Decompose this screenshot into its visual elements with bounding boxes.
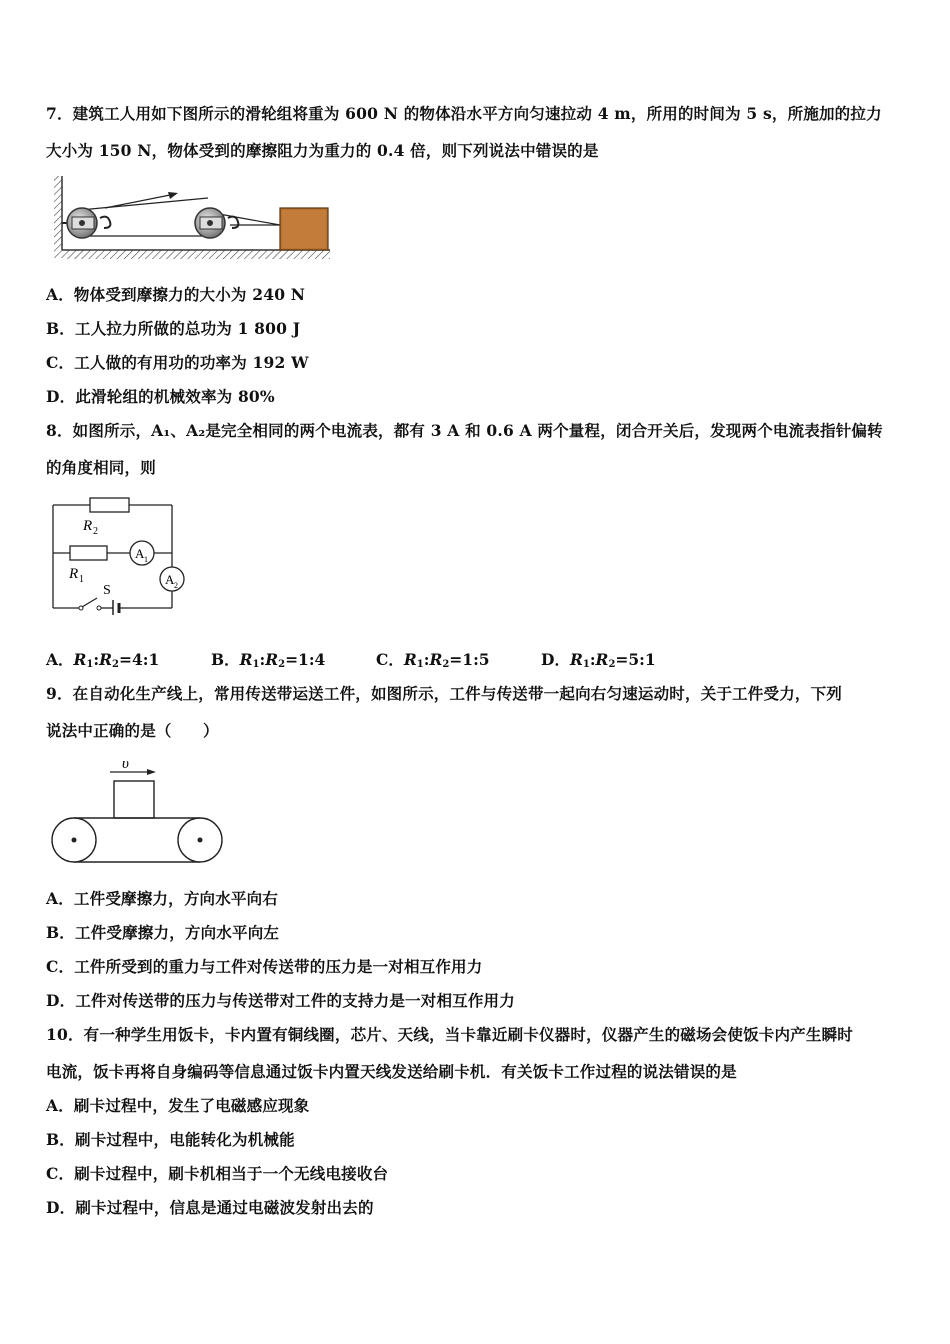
q7-option-b: B．工人拉力所做的总功为 1 800 J — [46, 319, 301, 338]
q8-stem-line2: 的角度相同，则 — [46, 458, 156, 477]
resistor-r1 — [70, 546, 107, 560]
velocity-label: υ — [122, 756, 129, 772]
q8-option-d: D．$R_1:R_2=5:1$ — [541, 650, 656, 670]
r2-label: R — [83, 518, 93, 534]
wall — [54, 176, 62, 258]
q10-option-d: D．刷卡过程中，信息是通过电磁波发射出去的 — [46, 1198, 374, 1217]
r1-sub: 1 — [79, 574, 84, 585]
q10-option-b: B．刷卡过程中，电能转化为机械能 — [46, 1130, 295, 1149]
q9-option-d: D．工件对传送带的压力与传送带对工件的支持力是一对相互作用力 — [46, 991, 515, 1010]
q8-option-c: C．$R_1:R_2=1:5$ — [376, 650, 490, 670]
q10-option-c: C．刷卡过程中，刷卡机相当于一个无线电接收台 — [46, 1164, 389, 1183]
q8-options — [46, 648, 656, 670]
q8-option-b: B．$R_1:R_2=1:4$ — [211, 650, 326, 670]
a2-sub: 2 — [174, 581, 178, 590]
floor — [62, 250, 330, 259]
conveyor-figure — [48, 752, 228, 870]
q7-stem-line1: 7．建筑工人用如下图所示的滑轮组将重为 600 N 的物体沿水平方向匀速拉动 4 m，所用的时间为 5 s，所施加的拉力 — [46, 104, 882, 123]
workpiece — [114, 781, 154, 818]
q7-option-a: A．物体受到摩擦力的大小为 240 N — [46, 285, 306, 304]
q7-stem-line2: 大小为 150 N，物体受到的摩擦阻力为重力的 0.4 倍，则下列说法中错误的是 — [46, 141, 599, 160]
q7-option-d: D．此滑轮组的机械效率为 80% — [46, 387, 275, 406]
a2-label: A — [165, 572, 175, 587]
switch-s — [82, 598, 97, 607]
pulley-figure — [50, 170, 335, 265]
q10-option-a: A．刷卡过程中，发生了电磁感应现象 — [46, 1096, 310, 1115]
q9-option-c: C．工件所受到的重力与工件对传送带的压力是一对相互作用力 — [46, 957, 483, 976]
q9-stem-line1: 9．在自动化生产线上，常用传送带运送工件，如图所示，工件与传送带一起向右匀速运动时，关于工件受力，下列 — [46, 684, 842, 703]
q9-stem-line2: 说法中正确的是（ ） — [46, 721, 219, 740]
a1-sub: 1 — [144, 555, 148, 564]
r1-label: R — [69, 566, 79, 582]
q8-stem-line1: 8．如图所示，A₁、A₂是完全相同的两个电流表，都有 3 A 和 0.6 A 两个量程，闭合开关后，发现两个电流表指针偏转 — [46, 421, 883, 440]
switch-label: S — [103, 583, 111, 598]
circuit-figure — [45, 490, 195, 615]
pull-arrow — [105, 194, 175, 208]
q8-option-a: A．$R_1:R_2=4:1$ — [46, 650, 160, 670]
q10-stem-line1: 10．有一种学生用饭卡，卡内置有铜线圈，芯片、天线，当卡靠近刷卡仪器时，仪器产生的磁场会使饭卡内产生瞬时 — [46, 1025, 853, 1044]
r2-sub: 2 — [93, 526, 98, 537]
q9-option-b: B．工件受摩擦力，方向水平向左 — [46, 923, 280, 942]
q7-option-c: C．工人做的有用功的功率为 192 W — [46, 353, 309, 372]
resistor-r2 — [90, 498, 129, 512]
q9-option-a: A．工件受摩擦力，方向水平向右 — [46, 889, 279, 908]
q10-stem-line2: 电流，饭卡再将自身编码等信息通过饭卡内置天线发送给刷卡机．有关饭卡工作过程的说法错误的是 — [46, 1062, 737, 1081]
a1-label: A — [135, 546, 145, 561]
